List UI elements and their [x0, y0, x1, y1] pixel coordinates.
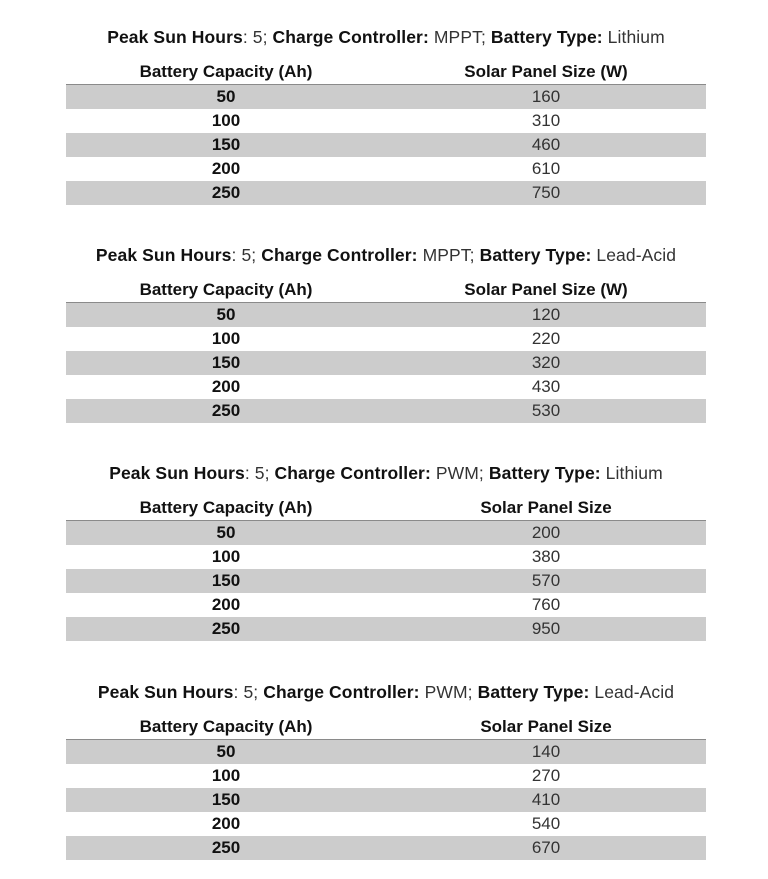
solar-table-section [66, 679, 706, 860]
battery-capacity-cell: 200 [211, 159, 241, 178]
header-battery-capacity: Battery Capacity (Ah) [66, 715, 386, 740]
battery-capacity-cell: 250 [66, 836, 386, 860]
caption-psh-value: : 5; [233, 682, 264, 702]
table-row [66, 788, 706, 812]
header-solar-panel-size: Solar Panel Size [386, 715, 706, 740]
table-caption [66, 460, 706, 486]
solar-panel-size-cell: 570 [386, 569, 706, 593]
battery-capacity-cell: 150 [66, 351, 386, 375]
solar-panel-size-cell: 320 [386, 351, 706, 375]
table-row [66, 375, 706, 399]
caption-cc-value: MPPT; [428, 27, 491, 47]
solar-panel-size-cell: 120 [386, 303, 706, 328]
table-row [66, 351, 706, 375]
solar-panel-size-cell: 410 [386, 788, 706, 812]
caption-psh-label: Peak Sun Hours [95, 245, 232, 265]
battery-capacity-cell: 150 [66, 569, 386, 593]
solar-sizing-table [66, 715, 706, 860]
battery-capacity-cell: 200 [211, 595, 241, 614]
solar-panel-size-cell: 750 [386, 181, 706, 205]
solar-panel-size-cell: 610 [531, 159, 561, 178]
solar-panel-size-cell: 760 [531, 595, 561, 614]
battery-capacity-cell: 150 [66, 133, 386, 157]
table-header-row [66, 278, 706, 303]
battery-capacity-cell: 250 [66, 617, 386, 641]
battery-capacity-cell: 50 [66, 303, 386, 328]
solar-table-section [66, 24, 706, 205]
header-solar-panel-size: Solar Panel Size (W) [386, 60, 706, 85]
table-caption [66, 242, 706, 268]
table-caption [66, 24, 706, 50]
battery-capacity-cell: 150 [66, 788, 386, 812]
battery-capacity-cell: 250 [66, 399, 386, 423]
solar-panel-size-cell: 200 [386, 521, 706, 546]
caption-psh-value: : 5; [242, 27, 273, 47]
table-header-row [66, 715, 706, 740]
caption-cc-label: Charge Controller: [272, 27, 429, 47]
table-row [66, 593, 706, 617]
table-row [66, 109, 706, 133]
solar-table-section [66, 460, 706, 641]
table-row [66, 764, 706, 788]
table-row [66, 399, 706, 423]
table-row [66, 157, 706, 181]
header-solar-panel-size: Solar Panel Size (W) [386, 278, 706, 303]
battery-capacity-cell: 200 [211, 377, 241, 396]
table-row [66, 569, 706, 593]
solar-panel-size-cell: 950 [386, 617, 706, 641]
caption-bt-value: Lead-Acid [591, 245, 677, 265]
caption-cc-value: PWM; [430, 463, 489, 483]
solar-sizing-table [66, 60, 706, 205]
battery-capacity-cell: 50 [66, 740, 386, 765]
table-row [66, 740, 706, 765]
battery-capacity-cell: 100 [211, 766, 241, 785]
caption-cc-value: MPPT; [417, 245, 480, 265]
header-battery-capacity: Battery Capacity (Ah) [66, 496, 386, 521]
battery-capacity-cell: 50 [66, 85, 386, 110]
table-row [66, 133, 706, 157]
caption-psh-value: : 5; [244, 463, 275, 483]
solar-panel-size-cell: 270 [531, 766, 561, 785]
battery-capacity-cell: 50 [66, 521, 386, 546]
solar-panel-size-cell: 310 [531, 111, 561, 130]
caption-bt-value: Lead-Acid [589, 682, 675, 702]
caption-bt-label: Battery Type: [477, 682, 590, 702]
table-row [66, 85, 706, 110]
table-row [66, 812, 706, 836]
table-row [66, 617, 706, 641]
table-header-row [66, 496, 706, 521]
caption-psh-label: Peak Sun Hours [107, 27, 243, 47]
solar-sizing-table [66, 278, 706, 423]
battery-capacity-cell: 250 [66, 181, 386, 205]
caption-psh-label: Peak Sun Hours [97, 682, 234, 702]
solar-sizing-table [66, 496, 706, 641]
solar-panel-size-cell: 140 [386, 740, 706, 765]
caption-cc-label: Charge Controller: [274, 463, 431, 483]
battery-capacity-cell: 100 [211, 547, 241, 566]
table-header-row [66, 60, 706, 85]
caption-cc-value: PWM; [419, 682, 478, 702]
caption-bt-label: Battery Type: [490, 27, 603, 47]
solar-panel-size-cell: 430 [531, 377, 561, 396]
solar-panel-size-cell: 160 [386, 85, 706, 110]
header-battery-capacity: Battery Capacity (Ah) [66, 60, 386, 85]
solar-panel-size-cell: 540 [531, 814, 561, 833]
table-row [66, 545, 706, 569]
solar-panel-size-cell: 220 [531, 329, 561, 348]
battery-capacity-cell: 100 [211, 111, 241, 130]
caption-psh-value: : 5; [231, 245, 262, 265]
solar-panel-size-cell: 380 [531, 547, 561, 566]
solar-table-section [66, 242, 706, 423]
solar-panel-size-cell: 530 [386, 399, 706, 423]
header-battery-capacity: Battery Capacity (Ah) [66, 278, 386, 303]
caption-psh-label: Peak Sun Hours [109, 463, 245, 483]
table-row [66, 836, 706, 860]
caption-cc-label: Charge Controller: [263, 682, 420, 702]
caption-bt-label: Battery Type: [479, 245, 592, 265]
table-row [66, 303, 706, 328]
table-row [66, 327, 706, 351]
caption-cc-label: Charge Controller: [261, 245, 418, 265]
caption-bt-value: Lithium [602, 27, 665, 47]
table-caption [66, 679, 706, 705]
caption-bt-value: Lithium [600, 463, 663, 483]
battery-capacity-cell: 100 [211, 329, 241, 348]
table-row [66, 181, 706, 205]
caption-bt-label: Battery Type: [488, 463, 601, 483]
battery-capacity-cell: 200 [211, 814, 241, 833]
solar-panel-size-cell: 460 [386, 133, 706, 157]
solar-panel-size-cell: 670 [386, 836, 706, 860]
header-solar-panel-size: Solar Panel Size [386, 496, 706, 521]
table-row [66, 521, 706, 546]
